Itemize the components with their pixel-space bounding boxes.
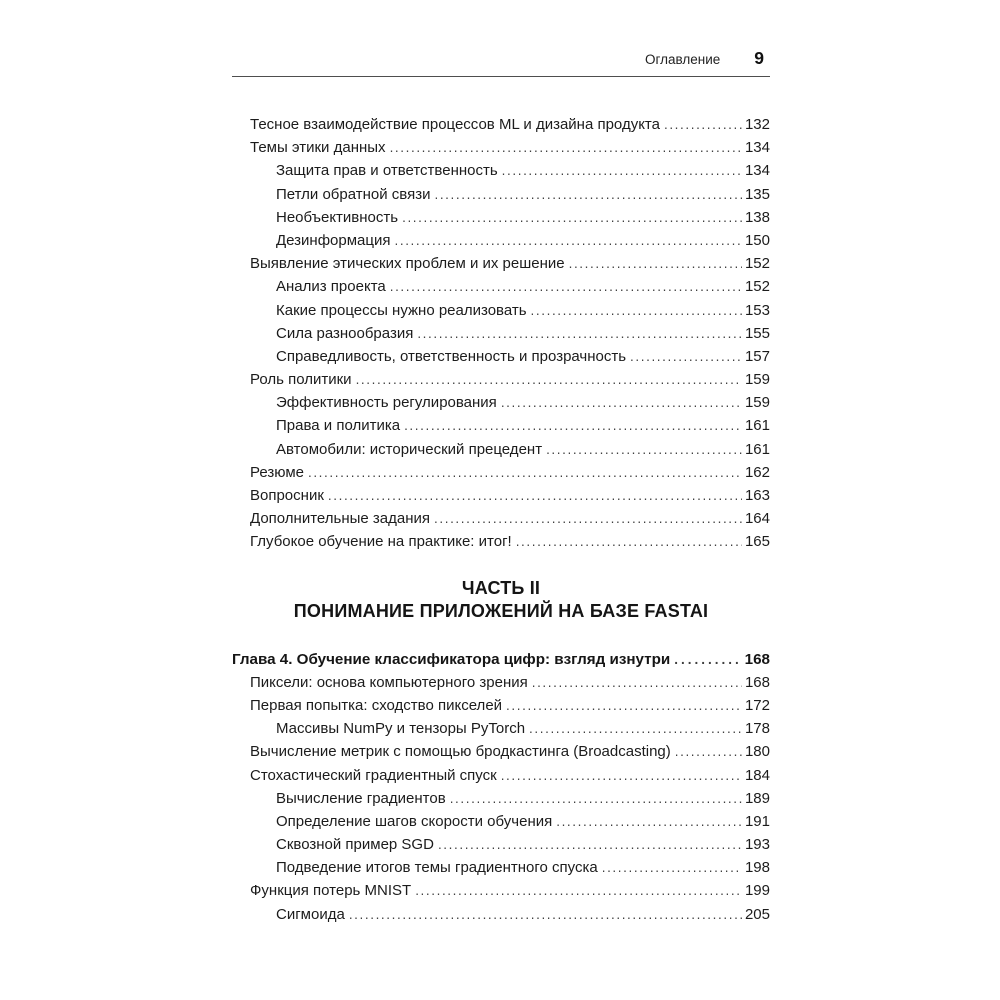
toc-dot-leader [356,368,742,391]
toc-entry-row [232,717,770,740]
toc-entry-row [232,113,770,136]
toc-entry-title: Необъективность [276,208,399,226]
toc-entry-page: 159 [744,371,770,389]
toc-entry-row [232,484,770,507]
toc-entry-row [232,414,770,437]
toc-entry-page: 161 [744,440,770,458]
toc-entry-page: 191 [744,812,770,830]
running-head-page-number: 9 [754,48,764,68]
toc-entry-title: Роль политики [250,371,352,389]
toc-entry-title: Дополнительные задания [250,510,431,528]
toc-entry-page: 159 [744,394,770,412]
toc-dot-leader [438,833,742,856]
toc-entry-page: 172 [744,696,770,714]
toc-dot-leader [390,136,742,159]
toc-entry-page: 168 [744,673,770,691]
toc-entry-title: Выявление этических проблем и их решение [250,255,565,273]
toc-entry-row [232,391,770,414]
toc-entry-page: 155 [744,324,770,342]
toc-entry-row [232,833,770,856]
toc-entry-row [232,903,770,926]
toc-entry-title: Сигмоида [276,905,345,923]
toc-entry-page: 150 [744,231,770,249]
toc-entry-title: Первая попытка: сходство пикселей [250,696,503,714]
toc-dot-leader [349,903,742,926]
toc-entry-page: 138 [744,208,770,226]
toc-entry-row [232,159,770,182]
toc-dot-leader [630,345,742,368]
toc-entry-row [232,136,770,159]
toc-dot-leader [417,322,742,345]
toc-dot-leader [664,113,742,136]
toc-entry-page: 180 [744,743,770,761]
toc-dot-leader [390,275,742,298]
toc-entry-row [232,252,770,275]
part-heading [232,577,770,624]
running-head-title: Оглавление [645,52,721,67]
toc-entry-row [232,787,770,810]
toc-entry-page: 157 [744,347,770,365]
toc-entry-row [232,740,770,763]
toc-entry-title: Петли обратной связи [276,185,431,203]
part-heading-line2: ПОНИМАНИЕ ПРИЛОЖЕНИЙ НА БАЗЕ FASTAI [293,601,709,622]
toc-dot-leader [516,530,742,553]
toc-entry-page: 164 [744,510,770,528]
toc-entry-title: Сквозной пример SGD [276,836,434,854]
toc-entry-title: Вычисление градиентов [276,789,446,807]
toc-dot-leader [501,764,742,787]
toc-entry-title: Темы этики данных [250,139,386,157]
toc-entry-row [232,229,770,252]
toc-content-column [232,0,770,926]
toc-entry-page: 161 [744,417,770,435]
toc-dot-leader [532,671,742,694]
toc-entry-row [232,507,770,530]
toc-chapter-heading-row [232,648,770,671]
toc-dot-leader [506,694,742,717]
toc-dot-leader [328,484,742,507]
toc-entry-title: Защита прав и ответственность [276,162,498,180]
toc-chapter-heading-title: Глава 4. Обучение классификатора цифр: взгляд изнутри [232,650,671,668]
toc-entry-row [232,299,770,322]
toc-entry-page: 165 [744,533,770,551]
toc-entry-title: Права и политика [276,417,401,435]
toc-entry-row [232,856,770,879]
toc-dot-leader [450,787,742,810]
toc-entry-title: Резюме [250,463,304,481]
toc-entry-title: Дезинформация [276,231,391,249]
toc-dot-leader [674,648,741,671]
toc-dot-leader [502,159,742,182]
toc-entry-title: Стохастический градиентный спуск [250,766,497,784]
toc-entries-after-part [232,671,770,926]
toc-dot-leader [602,856,742,879]
toc-entry-row [232,764,770,787]
toc-entry-row [232,183,770,206]
toc-entry-page: 152 [744,255,770,273]
toc-entry-page: 205 [744,905,770,923]
toc-entry-title: Массивы NumPy и тензоры PyTorch [276,720,526,738]
toc-dot-leader [546,438,742,461]
toc-entry-page: 132 [744,116,770,133]
toc-entry-row [232,275,770,298]
toc-list-before-part [232,113,770,554]
toc-dot-leader [569,252,742,275]
toc-entry-title: Сила разнообразия [276,324,414,342]
toc-entry-row [232,694,770,717]
toc-dot-leader [434,507,742,530]
toc-entry-row [232,345,770,368]
toc-entry-page: 135 [744,185,770,203]
toc-entry-row [232,206,770,229]
toc-entry-title: Вопросник [250,487,324,504]
toc-entry-row [232,438,770,461]
toc-entry-page: 163 [744,487,770,504]
toc-entry-row [232,461,770,484]
toc-entry-title: Функция потерь MNIST [250,882,412,900]
toc-dot-leader [529,717,742,740]
toc-entry-title: Тесное взаимодействие процессов ML и дизайна продукта [250,116,660,133]
toc-dot-leader [404,414,742,437]
toc-entry-row [232,530,770,553]
toc-entry-page: 193 [744,836,770,854]
toc-entry-page: 134 [744,139,770,157]
toc-list-after-part [232,648,770,926]
toc-entry-title: Эффективность регулирования [276,394,497,412]
toc-entry-row [232,368,770,391]
toc-dot-leader [556,810,742,833]
toc-entry-row [232,322,770,345]
toc-chapter-heading-page: 168 [744,650,770,668]
toc-entry-title: Подведение итогов темы градиентного спуска [276,859,598,877]
toc-dot-leader [415,879,742,902]
toc-entry-page: 178 [744,720,770,738]
toc-entry-page: 184 [744,766,770,784]
toc-entry-title: Анализ проекта [276,278,386,296]
toc-dot-leader [402,206,742,229]
toc-dot-leader [501,391,742,414]
toc-entry-page: 134 [744,162,770,180]
toc-entry-title: Определение шагов скорости обучения [276,812,553,830]
toc-entry-page: 198 [744,859,770,877]
toc-entry-row [232,671,770,694]
toc-entry-title: Какие процессы нужно реализовать [276,301,527,319]
toc-entry-page: 152 [744,278,770,296]
toc-entry-row [232,879,770,902]
toc-entry-title: Автомобили: исторический прецедент [276,440,543,458]
toc-dot-leader [675,740,742,763]
toc-entry-title: Пиксели: основа компьютерного зрения [250,673,528,691]
toc-dot-leader [395,229,742,252]
toc-entry-title: Вычисление метрик с помощью бродкастинга (Broadcasting) [250,743,671,761]
part-heading-line1: ЧАСТЬ II [461,577,541,598]
toc-entry-page: 153 [744,301,770,319]
running-head [232,0,770,77]
toc-dot-leader [531,299,742,322]
toc-dot-leader [434,183,741,206]
toc-entry-page: 162 [744,463,770,481]
toc-entry-page: 189 [744,789,770,807]
toc-entry-page: 199 [744,882,770,900]
toc-dot-leader [308,461,742,484]
toc-entry-title: Справедливость, ответственность и прозрачность [276,347,627,365]
toc-entry-row [232,810,770,833]
toc-entry-title: Глубокое обучение на практике: итог! [250,533,512,551]
